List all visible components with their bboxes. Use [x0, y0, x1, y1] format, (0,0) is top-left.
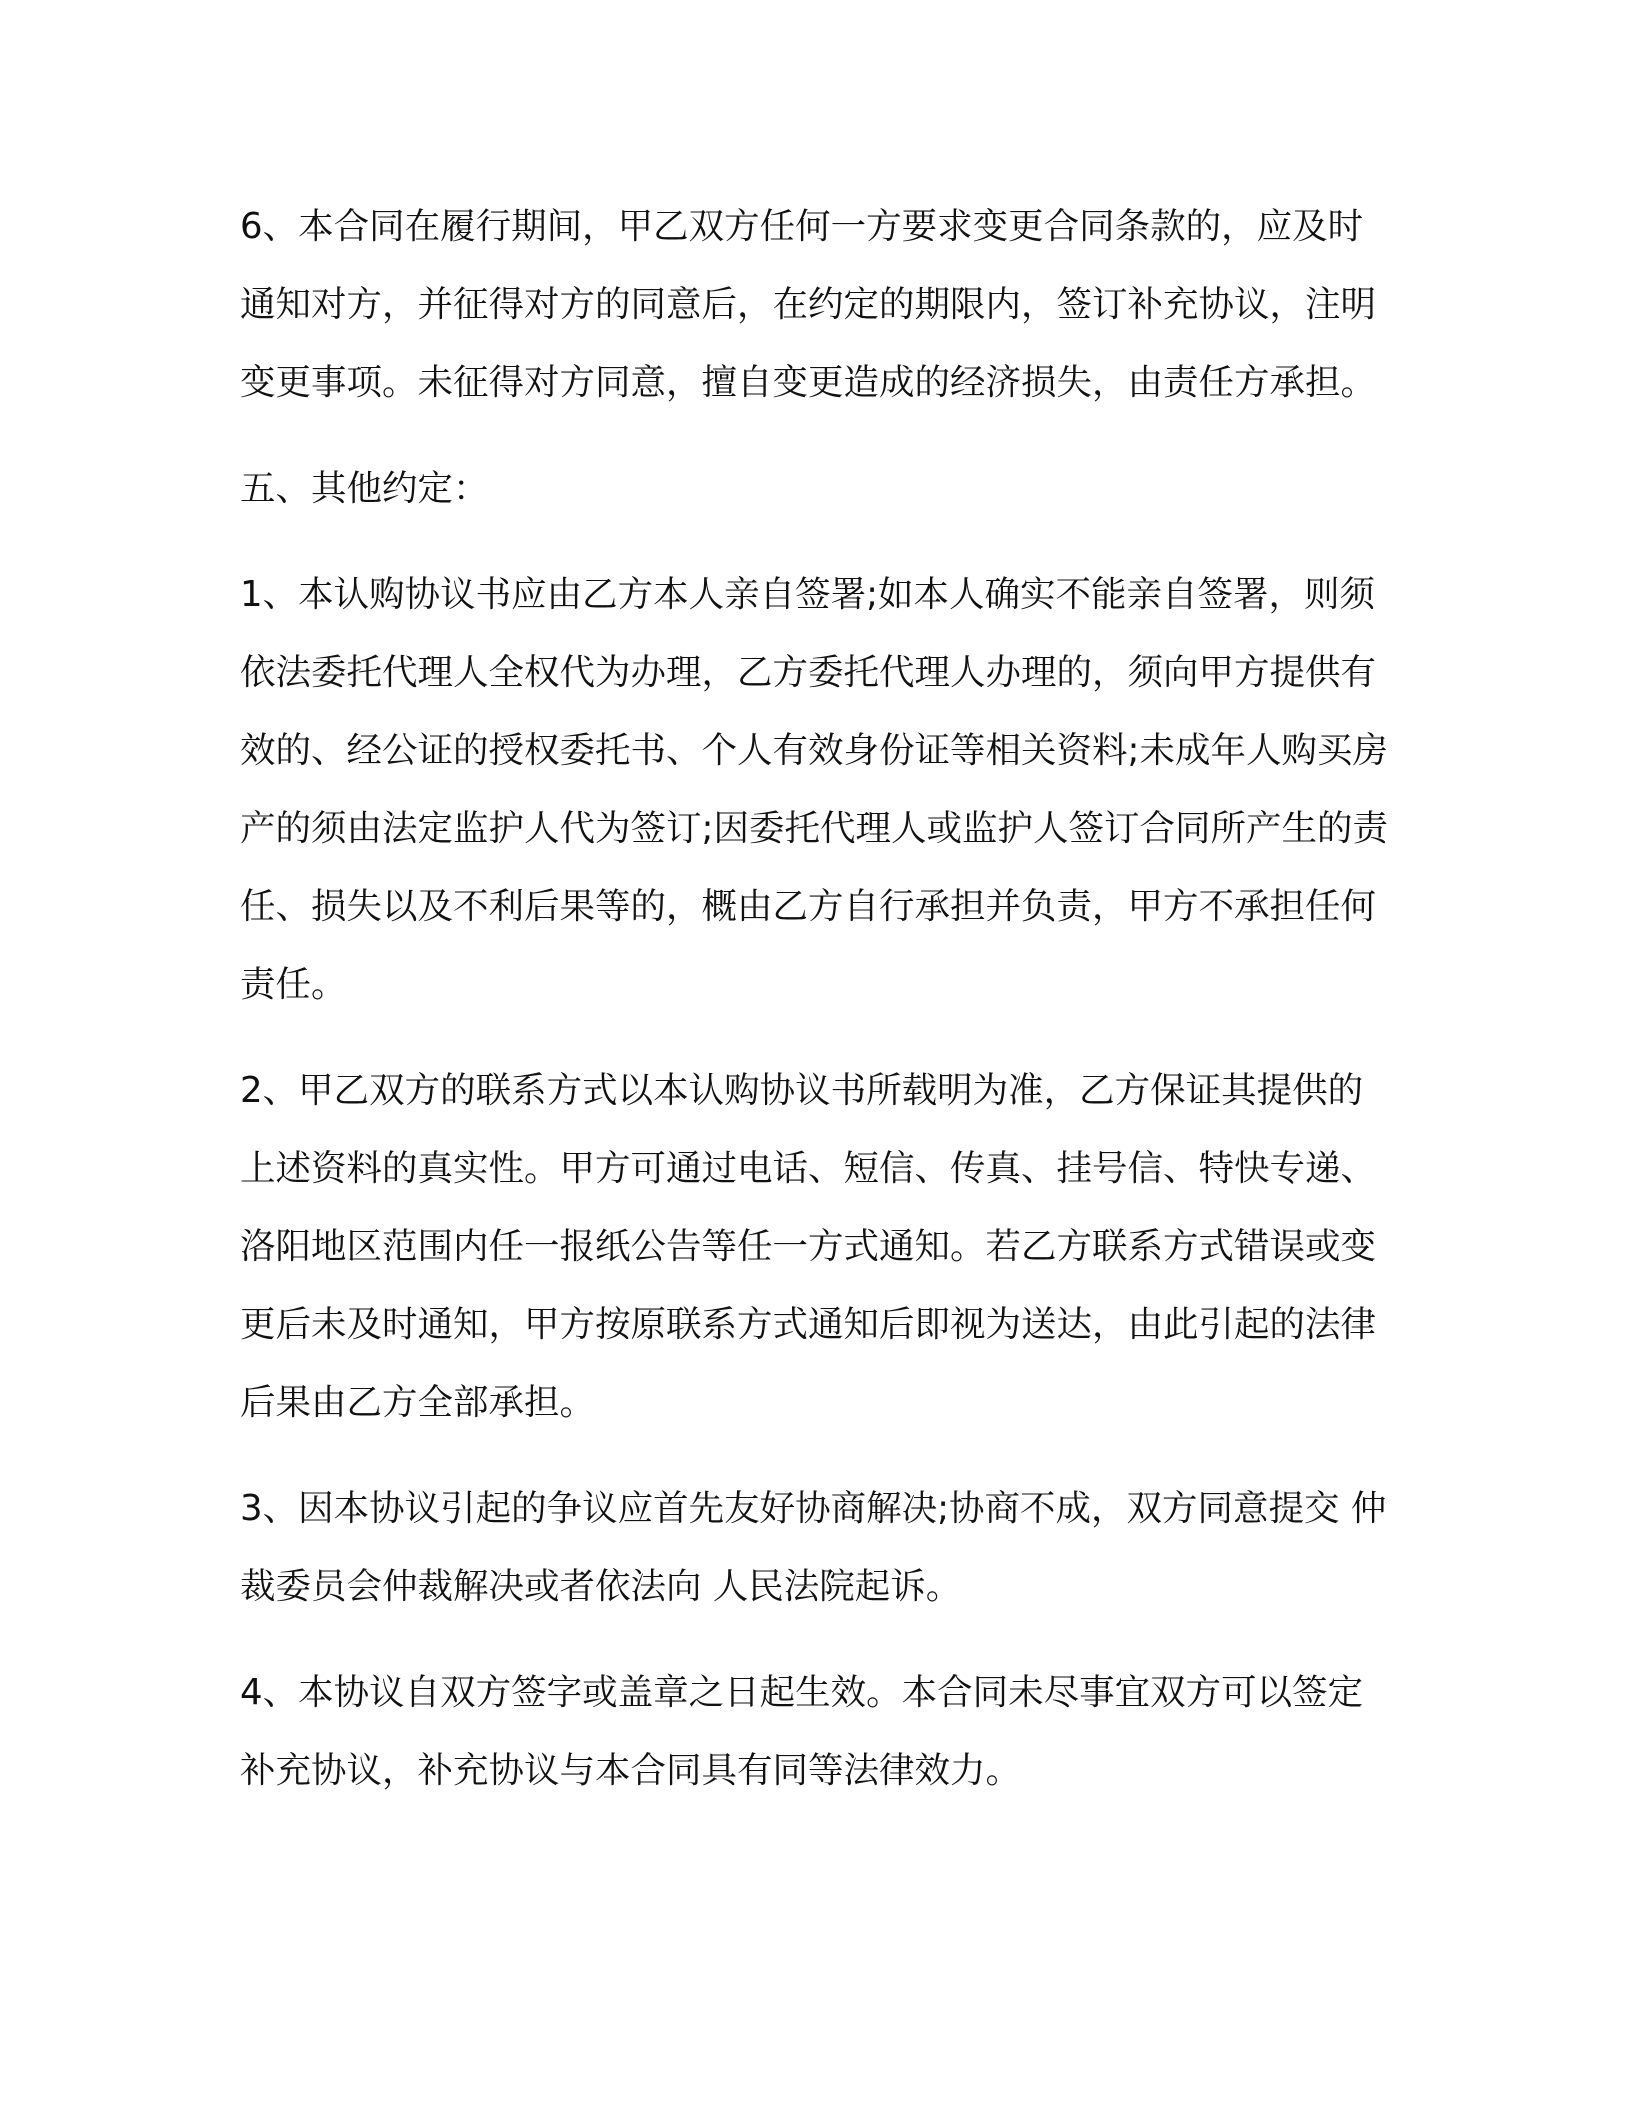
- clause-3-dispute-resolution: 3、因本协议引起的争议应首先友好协商解决;协商不成，双方同意提交 仲裁委员会仲裁解决或者依法向 人民法院起诉。: [240, 1488, 1387, 1607]
- section-heading-other-agreements: 五、其他约定：: [240, 468, 489, 509]
- clause-2-contact-info: 2、甲乙双方的联系方式以本认购协议书所载明为准，乙方保证其提供的上述资料的真实性。甲方可通过电话、短信、传真、挂号信、特快专递、洛阳地区范围内任一报纸公告等任一方式通知。若乙方联系方式错误或变更后未及时通知，甲方按原联系方式通知后即视为送达，由此引起的法律后果由乙方全部承担。: [240, 1070, 1377, 1423]
- clause-1-signing: 1、本认购协议书应由乙方本人亲自签署;如本人确实不能亲自签署，则须依法委托代理人全权代为办理，乙方委托代理人办理的，须向甲方提供有效的、经公证的授权委托书、个人有效身份证等相关资料;未成年人购买房产的须由法定监护人代为签订;因委托代理人或监护人签订合同所产生的责任、损失以及不利后果等的，概由乙方自行承担并负责，甲方不承担任何责任。: [240, 574, 1388, 1005]
- clause-4-effectiveness: 4、本协议自双方签字或盖章之日起生效。本合同未尽事宜双方可以签定补充协议，补充协议与本合同具有同等法律效力。: [240, 1672, 1364, 1791]
- document-body: [240, 188, 1390, 1838]
- clause-6-contract-changes: 6、本合同在履行期间，甲乙双方任何一方要求变更合同条款的，应及时通知对方，并征得对方的同意后，在约定的期限内，签订补充协议，注明变更事项。未征得对方同意，擅自变更造成的经济损失，由责任方承担。: [240, 206, 1377, 403]
